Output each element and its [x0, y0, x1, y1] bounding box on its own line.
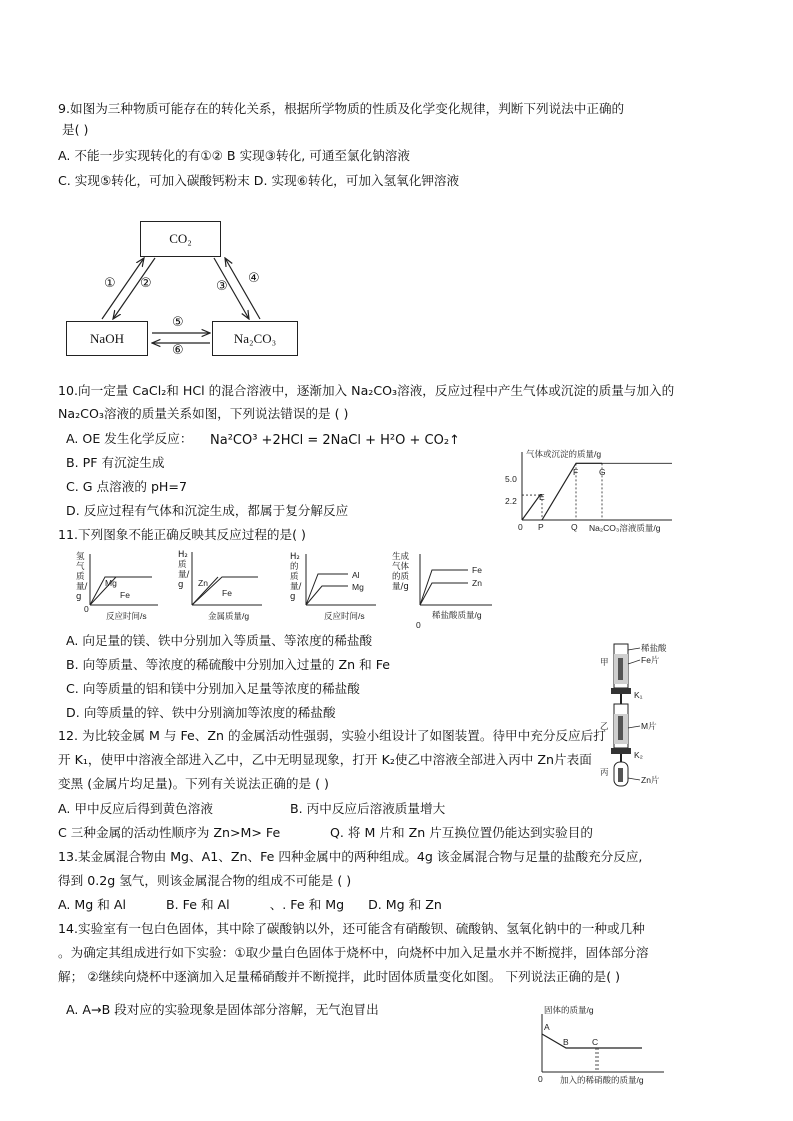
q14-stem-line3: 解； ②继续向烧杯中逐滴加入足量稀硝酸并不断搅拌，此时固体质量变化如图。 下列说法正确的是( )	[58, 969, 621, 984]
g2-x-label: 金属质量/g	[208, 611, 250, 621]
na2co3-box: Na₂CO₃	[212, 321, 298, 356]
arrow-4	[225, 258, 260, 319]
q10-option-a-label: A. OE 发生化学反应：	[66, 431, 193, 446]
q10-stem-line1: 10.向一定量 CaCl₂和 HCl 的混合溶液中，逐渐加入 Na₂CO₃溶液，反应过程中产生气体或沉淀的质量与加入的	[58, 383, 675, 398]
g3-label-mg: Mg	[352, 582, 364, 592]
naoh-box: NaOH	[66, 321, 148, 356]
y-axis-title: 气体或沉淀的质量/g	[526, 449, 602, 459]
q10-chart-svg	[502, 448, 682, 532]
g4-x-label: 稀盐酸质量/g	[432, 610, 482, 620]
label-bing: 丙	[600, 767, 609, 777]
q11-graph-2	[178, 548, 266, 622]
label-fe-piece: Fe片	[641, 655, 660, 665]
q12-apparatus	[596, 640, 686, 788]
g4-label-zn: Zn	[472, 578, 482, 588]
label-1: ①	[104, 276, 116, 291]
q14-x-title: 加入的稀硝酸的质量/g	[560, 1075, 644, 1085]
q11-stem: 11.下列图象不能正确反映其反应过程的是( )	[58, 527, 306, 542]
q12-option-c: C 三种金属的活动性顺序为 Zn>M> Fe	[58, 825, 281, 840]
label-2: ②	[140, 276, 152, 291]
q9-options-ab: A. 不能一步实现转化的有①② B 实现③转化, 可通至氯化钠溶液	[58, 148, 410, 163]
q13-stem-line1: 13.某金属混合物由 Mg、A1、Zn、Fe 四种金属中的两种组成。4g 该金属混合物与足量的盐酸充分反应,	[58, 849, 643, 864]
label-yi: 乙	[600, 721, 609, 731]
g3-x-label: 反应时间/s	[324, 611, 365, 621]
label-zn-piece: Zn片	[641, 775, 660, 785]
q12-option-d: Q. 将 M 片和 Zn 片互换位置仍能达到实验目的	[330, 825, 593, 840]
label-acid: 稀盐酸	[641, 643, 667, 653]
point-f-label: F	[573, 467, 579, 477]
label-3: ③	[216, 279, 228, 294]
q9-stem-line1: 9.如图为三种物质可能存在的转化关系，根据所学物质的性质及化学变化规律，判断下列说法中正确的	[58, 101, 625, 116]
y-tick-2-2: 2.2	[505, 496, 517, 506]
x-axis-title: Na₂CO₃溶液质量/g	[589, 523, 661, 533]
point-e-label: E	[539, 492, 545, 502]
q14-option-a: A. A→B 段对应的实验现象是固体部分溶解，无气泡冒出	[66, 1002, 379, 1017]
g4-y-label: 生成气体的质量/g	[392, 552, 410, 592]
q12-option-b: B. 丙中反应后溶液质量增大	[290, 801, 446, 816]
q9-conversion-diagram	[64, 218, 304, 358]
q10-option-c: C. G 点溶液的 pH=7	[66, 479, 187, 494]
q10-option-b: B. PF 有沉淀生成	[66, 455, 165, 470]
q11-option-a: A. 向足量的镁、铁中分别加入等质量、等浓度的稀盐酸	[66, 633, 373, 648]
q11-option-b: B. 向等质量、等浓度的稀硫酸中分别加入过量的 Zn 和 Fe	[66, 657, 391, 672]
x-tick-p: P	[538, 522, 544, 532]
y-tick-5: 5.0	[505, 474, 517, 484]
label-5: ⑤	[172, 315, 184, 330]
q14-point-a: A	[544, 1022, 550, 1032]
q13-options: A. Mg 和 Al B. Fe 和 Al 、. Fe 和 Mg D. Mg 和 Zn	[58, 897, 442, 912]
q9-stem-line2: 是( )	[62, 122, 89, 137]
q11-option-c: C. 向等质量的铝和镁中分别加入足量等浓度的稀盐酸	[66, 681, 360, 696]
g4-label-fe: Fe	[472, 565, 482, 575]
q14-stem-line1: 14.实验室有一包白色固体，其中除了碳酸钠以外，还可能含有硝酸钡、硫酸钠、氢氧化钠中的一种或几种	[58, 921, 645, 936]
q10-option-d: D. 反应过程有气体和沉淀生成，都属于复分解反应	[66, 503, 349, 518]
q10-chart	[502, 448, 682, 532]
q12-stem-line3: 变黑 (金属片均足量)。下列有关说法正确的是 ( )	[58, 776, 329, 791]
g3-label-al: Al	[352, 570, 360, 580]
q14-zero: 0	[538, 1074, 543, 1084]
point-g-label: G	[599, 467, 606, 477]
x-tick-0: 0	[518, 522, 523, 532]
q10-option-a-equation: Na²CO³ +2HCl = 2NaCl + H²O + CO₂↑	[210, 433, 460, 448]
q12-stem-line1: 12. 为比较金属 M 与 Fe、Zn 的金属活动性强弱，实验小组设计了如图装置。待甲中充分反应后打	[58, 728, 606, 743]
x-tick-q: Q	[571, 522, 578, 532]
q11-option-d: D. 向等质量的锌、铁中分别滴加等浓度的稀盐酸	[66, 705, 336, 720]
q14-point-c: C	[592, 1037, 599, 1047]
g1-label-mg: Mg	[105, 578, 117, 588]
label-4: ④	[248, 271, 260, 286]
g3-y-label: H₂的质量/g	[290, 552, 302, 602]
label-k1: K₁	[634, 690, 643, 700]
q11-graph-3	[290, 550, 380, 622]
g2-label-zn: Zn	[198, 578, 208, 588]
g4-zero: 0	[416, 620, 421, 630]
q14-stem-line2: 。为确定其组成进行如下实验：①取少量白色固体于烧杯中，向烧杯中加入足量水并不断搅拌，固体部分溶	[58, 945, 649, 960]
g2-label-fe: Fe	[222, 588, 232, 598]
q14-y-title: 固体的质量/g	[544, 1005, 594, 1015]
g2-y-label: H₂质量/g	[178, 550, 190, 590]
label-k2: K₂	[634, 750, 643, 760]
g1-y-label: 氢气质量/g	[76, 552, 88, 602]
diagram-arrows	[64, 218, 304, 358]
q12-stem-line2: 开 K₁，使甲中溶液全部进入乙中，乙中无明显现象，打开 K₂使乙中溶液全部进入丙中 Zn片表面	[58, 752, 592, 767]
g1-x-label: 反应时间/s	[106, 611, 147, 621]
q11-graph-1	[76, 550, 162, 622]
q11-graph-4	[392, 550, 496, 630]
q13-stem-line2: 得到 0.2g 氢气，则该金属混合物的组成不可能是 ( )	[58, 873, 352, 888]
q12-option-a: A. 甲中反应后得到黄色溶液	[58, 801, 213, 816]
co2-box: CO₂	[140, 221, 221, 257]
q14-graph	[530, 1004, 670, 1088]
q9-options-cd: C. 实现⑤转化，可加入碳酸钙粉末 D. 实现⑥转化，可加入氢氧化钾溶液	[58, 173, 460, 188]
g1-zero: 0	[84, 604, 89, 614]
label-6: ⑥	[172, 343, 184, 358]
label-jia: 甲	[600, 657, 609, 667]
q10-stem-line2: Na₂CO₃溶液的质量关系如图，下列说法错误的是 ( )	[58, 406, 349, 421]
q14-point-b: B	[563, 1037, 569, 1047]
label-m-piece: M片	[641, 721, 657, 731]
g1-label-fe: Fe	[120, 590, 130, 600]
series-precipitate-line	[542, 463, 602, 520]
